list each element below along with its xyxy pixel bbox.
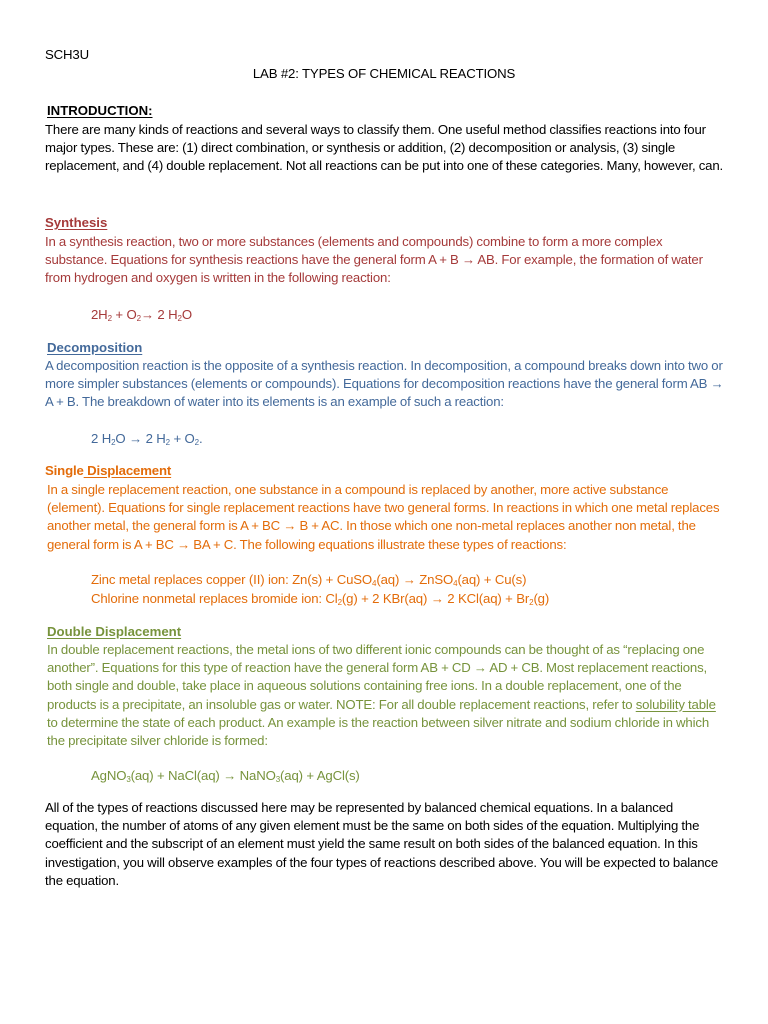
heading-prefix: Single xyxy=(45,463,84,478)
synthesis-paragraph: In a synthesis reaction, two or more substances (elements and compounds) combine to form a more complex substance. Equations for synthesis reactions have the general form A + B → AB. For example, the formation of water from hydrogen and oxygen is written in the following reaction: xyxy=(45,234,703,286)
double-displacement-heading: Double Displacement xyxy=(47,624,182,639)
single-displacement-paragraph: In a single replacement reaction, one substance in a compound is replaced by another, more active substance (element). Equations for single replacement reactions have two general forms. In reactions in which one metal replaces another metal, the general form is A + BC → B + AC. In those which one non-metal replaces another non metal, the general form is A + BC → BA + C. The following equations illustrate these types of reactions: xyxy=(47,482,720,552)
single-displacement-heading xyxy=(45,462,171,480)
eq-subscript: 3 xyxy=(275,775,281,784)
eq-text: O → 2 H xyxy=(115,431,166,446)
document-title xyxy=(0,65,768,83)
double-displacement-paragraph xyxy=(47,641,727,750)
eq-text: (aq) + Cu(s) xyxy=(457,572,527,587)
document-title-text: LAB #2: TYPES OF CHEMICAL REACTIONS xyxy=(252,66,516,81)
paragraph-text: to determine the state of each product. An example is the reaction between silver nitrate and sodium chloride in which the precipitate silver chloride is formed: xyxy=(47,714,710,749)
solubility-table-link[interactable]: solubility table xyxy=(635,696,716,712)
eq-text: 2H xyxy=(91,307,108,322)
eq-subscript: 2 xyxy=(337,598,342,607)
course-code: SCH3U xyxy=(45,47,89,62)
eq-subscript: 4 xyxy=(372,579,377,588)
eq-subscript: 2 xyxy=(194,438,199,447)
eq-text: O xyxy=(181,307,192,322)
eq-text: (g) + 2 KBr(aq) → 2 KCl(aq) + Br xyxy=(341,591,530,606)
eq-text: (aq) + AgCl(s) xyxy=(280,768,360,783)
eq-text: (aq) → ZnSO xyxy=(376,572,454,587)
eq-subscript: 2 xyxy=(165,438,170,447)
decomposition-heading: Decomposition xyxy=(47,340,143,355)
eq-text: + O xyxy=(169,431,195,446)
eq-text: AgNO xyxy=(91,768,127,783)
eq-subscript: 3 xyxy=(126,775,131,784)
synthesis-equation xyxy=(91,306,192,324)
decomposition-paragraph: A decomposition reaction is the opposite of a synthesis reaction. In decomposition, a compound breaks down into two or more simpler substances (elements or compounds). Equations for decomposition reactions have the general form AB → A + B. The breakdown of water into its elements is an example of such a reaction: xyxy=(45,358,724,410)
eq-subscript: 2 xyxy=(136,314,141,323)
eq-text: + O xyxy=(111,307,137,322)
decomposition-equation xyxy=(91,430,202,448)
single-displacement-equation-1 xyxy=(91,571,526,589)
double-displacement-equation xyxy=(91,767,360,785)
conclusion-paragraph: All of the types of reactions discussed here may be represented by balanced chemical equations. In a balanced equation, the number of atoms of any given element must be the same on both sides of the equation. Multiplying the coefficient and the subscript of an element must yield the same result on both sides of the balanced equation. In this investigation, you will observe examples of the four types of reactions described above. You will be expected to balance the equation. xyxy=(45,800,719,888)
introduction-paragraph: There are many kinds of reactions and several ways to classify them. One useful method classifies reactions into four major types. These are: (1) direct combination, or synthesis or addition, (2) decomposition or analysis, (3) single replacement, and (4) double replacement. Not all reactions can be put into one of these categories. Many, however, can. xyxy=(45,122,724,174)
eq-text: (aq) + NaCl(aq) → NaNO xyxy=(130,768,276,783)
eq-subscript: 2 xyxy=(177,314,182,323)
heading-suffix: Displacement xyxy=(83,463,172,478)
eq-text: (g) xyxy=(533,591,550,606)
eq-subscript: 2 xyxy=(107,314,112,323)
eq-text: Zinc metal replaces copper (II) ion: Zn(s) + CuSO xyxy=(91,572,373,587)
eq-text: → 2 H xyxy=(140,307,178,322)
paragraph-text: In double replacement reactions, the metal ions of two different ionic compounds can be thought of as “replacing one another”. Equations for this type of reaction have the general form AB + CD → AD + CB. Most replacement reactions, both single and double, take place in aqueous solutions containing free ions. In a double replacement, one of the products is a precipitate, an insoluble gas or water. NOTE: For all double replacement reactions, refer to xyxy=(47,642,708,712)
introduction-heading: INTRODUCTION: xyxy=(47,103,153,118)
eq-text: Chlorine nonmetal replaces bromide ion: Cl xyxy=(91,591,338,606)
eq-text: . xyxy=(198,431,203,446)
eq-text: 2 H xyxy=(91,431,112,446)
eq-subscript: 2 xyxy=(111,438,116,447)
eq-subscript: 2 xyxy=(529,598,534,607)
single-displacement-equation-2 xyxy=(91,590,549,608)
synthesis-heading: Synthesis xyxy=(45,215,108,230)
eq-subscript: 4 xyxy=(453,579,458,588)
